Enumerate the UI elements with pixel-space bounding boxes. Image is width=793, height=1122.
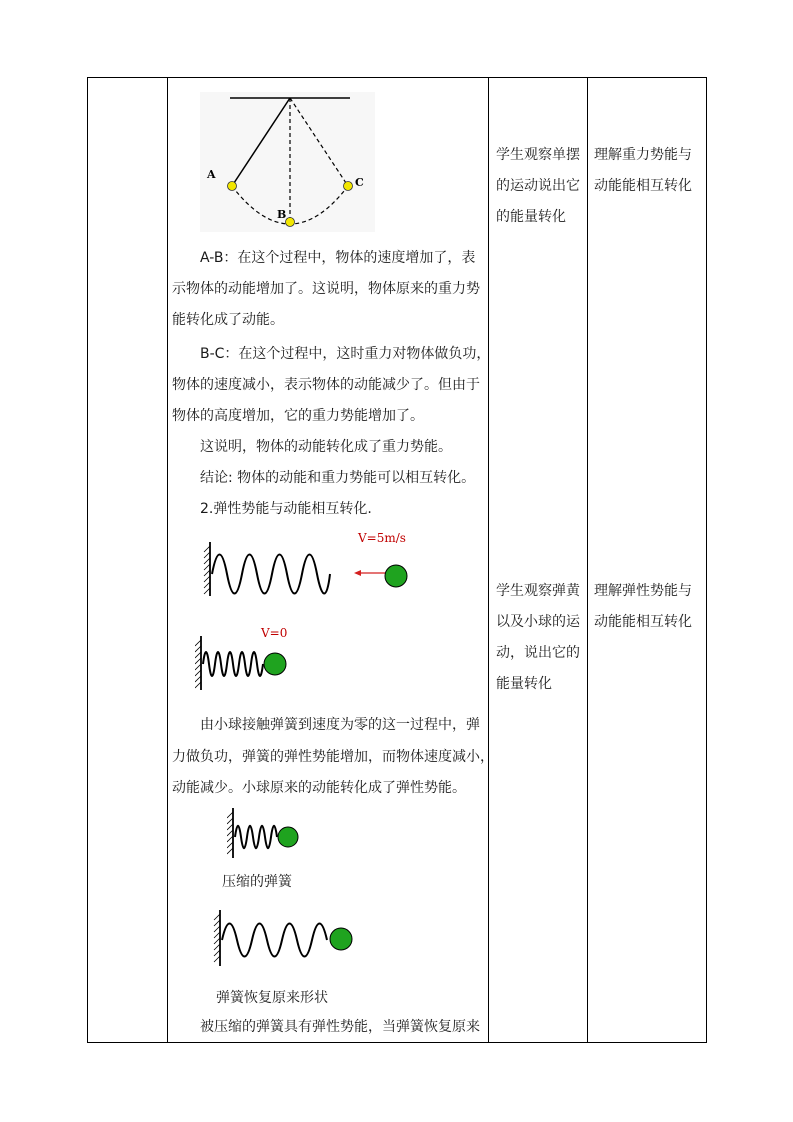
student-activity-spring-line-4: 能量转化 <box>496 676 552 692</box>
spring-ball-compressed <box>278 827 298 847</box>
table-col-border-3 <box>587 77 588 1043</box>
paragraph-spring-line-3: 动能减少。小球原来的动能转化成了弹性势能。 <box>172 780 466 796</box>
student-activity-pendulum-line-2: 的运动说出它 <box>496 178 580 194</box>
velocity-arrow-head <box>354 570 361 576</box>
student-activity-spring <box>496 576 580 700</box>
spring-coil-3 <box>235 826 277 849</box>
pendulum-label-b: B <box>277 208 287 221</box>
table-col-border-1 <box>167 77 168 1043</box>
student-activity-pendulum-line-1: 学生观察单摆 <box>496 147 580 163</box>
caption-compressed-spring: 压缩的弹簧 <box>222 874 292 890</box>
spring-ball-moving <box>385 565 407 587</box>
spring-diagram-restored <box>210 908 360 970</box>
paragraph-spring-line-1: 由小球接触弹簧到速度为零的这一过程中，弹 <box>200 717 480 733</box>
student-activity-spring-line-3: 动，说出它的 <box>496 645 580 661</box>
design-intent-pendulum <box>594 140 692 202</box>
student-activity-pendulum <box>496 140 580 233</box>
paragraph-ab-line-2: 示物体的动能增加了。这说明，物体原来的重力势 <box>172 281 480 297</box>
spring-coil <box>212 555 330 594</box>
pendulum-ball-a <box>228 182 237 191</box>
paragraph-spring-line-2: 力做负功，弹簧的弹性势能增加，而物体速度减小， <box>172 749 494 765</box>
pendulum-diagram <box>200 92 380 232</box>
paragraph-ab-line-3: 能转化成了动能。 <box>172 312 284 328</box>
pendulum-ball-b <box>286 218 295 227</box>
student-activity-spring-line-2: 以及小球的运 <box>496 614 580 630</box>
design-intent-pendulum-line-1: 理解重力势能与 <box>594 147 692 163</box>
paragraph-bc-line-1: B-C：在这个过程中，这时重力对物体做负功， <box>200 346 491 362</box>
table-top-border <box>87 77 707 78</box>
section-heading-elastic: 2.弹性势能与动能相互转化. <box>200 501 372 517</box>
paragraph-bc-line-2: 物体的速度减小，表示物体的动能减少了。但由于 <box>172 377 480 393</box>
table-col-border-4 <box>706 77 707 1043</box>
student-activity-spring-line-1: 学生观察弹黄 <box>496 583 580 599</box>
design-intent-spring-line-2: 动能能相互转化 <box>594 614 692 630</box>
paragraph-final-line: 被压缩的弹簧具有弹性势能，当弹簧恢复原来 <box>200 1019 480 1035</box>
velocity-label-zero: V=0 <box>261 626 288 640</box>
paragraph-ab-line-1: A-B：在这个过程中，物体的速度增加了，表 <box>200 250 476 266</box>
design-intent-spring-line-1: 理解弹性势能与 <box>594 583 692 599</box>
spring-diagram-compressed-contact <box>195 624 315 694</box>
paragraph-explanation: 这说明，物体的动能转化成了重力势能。 <box>200 439 452 455</box>
design-intent-pendulum-line-2: 动能能相互转化 <box>594 178 692 194</box>
pendulum-label-a: A <box>207 168 216 181</box>
pendulum-background <box>200 92 375 232</box>
design-intent-spring <box>594 576 692 638</box>
caption-restored-spring: 弹簧恢复原来形状 <box>216 990 328 1006</box>
spring-ball-restored <box>330 928 352 950</box>
table-col-border-0 <box>87 77 88 1043</box>
spring-diagram-moving <box>200 528 420 600</box>
table-col-border-2 <box>488 77 489 1043</box>
pendulum-ball-c <box>344 182 353 191</box>
paragraph-conclusion: 结论: 物体的动能和重力势能可以相互转化。 <box>200 470 476 486</box>
velocity-label-initial: V=5m/s <box>358 531 406 545</box>
spring-coil-2 <box>203 652 263 676</box>
spring-coil-4 <box>222 924 327 957</box>
pendulum-label-c: C <box>355 176 364 189</box>
spring-diagram-compressed <box>227 806 307 860</box>
student-activity-pendulum-line-3: 的能量转化 <box>496 209 566 225</box>
paragraph-bc-line-3: 物体的高度增加，它的重力势能增加了。 <box>172 408 424 424</box>
spring-ball-stopped <box>264 653 286 675</box>
